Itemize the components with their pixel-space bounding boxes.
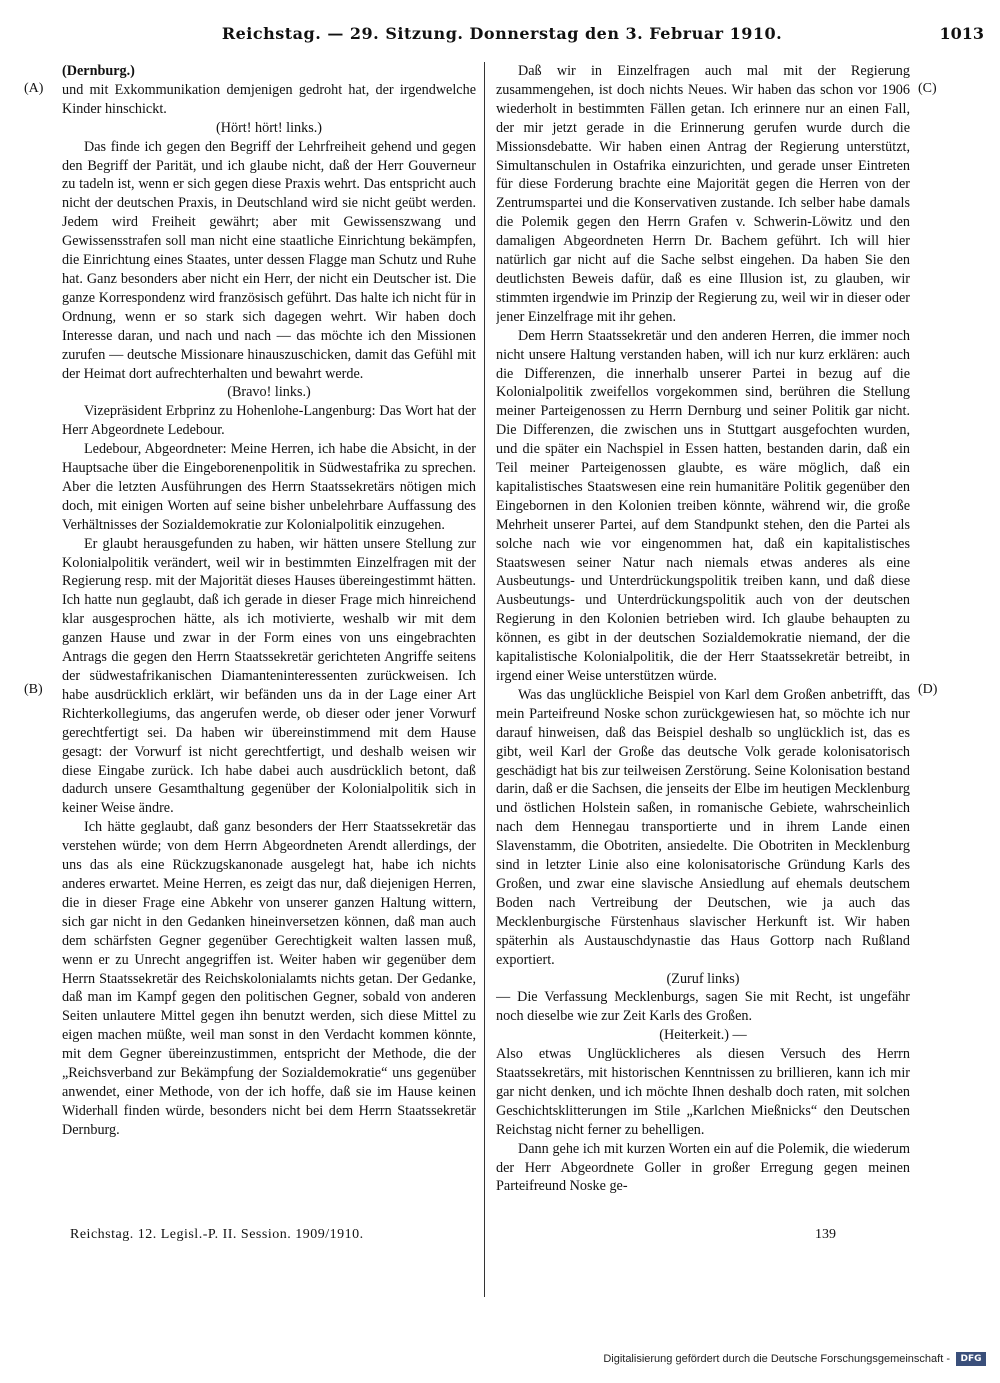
paragraph: Dem Herrn Staatssekretär und den anderen Herren, die immer noch nicht unsere Haltung verstanden haben, will ich nur kurz erklären: auch die Differenzen, die innerhalb unserer Partei in bezug auf die Kolonialpolitik zweifellos vorgekommen sind, berühren die Stellung meiner Parteigenossen zu Herrn Dernburg und seiner Politik gar nicht. Die Differenzen, die zwischen uns in Stuttgart ausgefochten wurden, und die später ein Nachspiel in Essen hatten, bestanden darin, daß ein Teil meiner Parteigenossen glaubte, es wäre möglich, daß ein kapitalistisches Staatswesen eine rein humanitäre Politik gegenüber den Eingebornen in den Kolonien treiben könnte, während wir, die große Mehrheit unserer Partei, auf dem Standpunkt stehen, den die Partei als solche nach wie vor eingenommen hat, daß ein kapitalistisches Staatswesen seiner Natur nach niemals etwas anderes als eine Ausbeutungs- und Unterdrückungspolitik treiben kann, und daß diese Ausbeutungs- und Unterdrückungspolitik auch von der deutschen Regierung in den Kolonien betrieben wird. Ich glaube behaupten zu können, es gibt in der deutschen Sozialdemokratie niemand, der die kapitalistische Kolonialpolitik, die der Herr Staatssekretär betreibt, in irgend einer Weise unterstützen würde. bbox=[496, 327, 910, 684]
speaker-header: (Dernburg.) bbox=[62, 63, 135, 79]
page-header bbox=[20, 16, 984, 56]
interjection: (Bravo! links.) bbox=[227, 384, 311, 401]
paragraph: und mit Exkommunikation demjenigen gedroht hat, der irgendwelche Kinder hinschickt. bbox=[62, 81, 476, 117]
page-number: 1013 bbox=[939, 24, 984, 43]
paragraph: — Die Verfassung Mecklenburgs, sagen Sie mit Recht, ist ungefähr noch dieselbe wie zur Zeit Karls des Großen. bbox=[496, 989, 910, 1025]
paragraph: Was das unglückliche Beispiel von Karl dem Großen anbetrifft, das mein Parteifreund Noske schon zurückgewiesen hat, so möchte ich nur darauf hinweisen, daß das Beispiel deshalb so unglücklich ist, das es gibt, weil Karl der Große das deutsche Volk gerade kolonisatorisch geschädigt hat bis zur teilweisen Zerstörung. Seine Kolonisation bestand darin, daß er die Sachsen, die jenseits der Elbe im heutigen Mecklenburg und östlichen Holstein saßen, in romanische Gebiete, wahrscheinlich nach dem Hennegau transportierte und in ihrem Lande einen Slavenstamm, die Obotriten, ansiedelte. Die Obotriten in Mecklenburg sind in letzter Linie also eine kolonisatorische Gründung Karls des Großen, und zwar eine slavische Ansiedlung auf ehemals deutschem Boden nach Vertreibung der Deutschen, wie ja auch das Mecklenburgische Fürstenhaus slavischer Herkunft ist. Wir haben späterhin als Austauschdynastie das Haus Gottorp nach Rußland exportiert. bbox=[496, 686, 910, 968]
footer-signature: 139 bbox=[815, 1227, 836, 1242]
dfg-logo-icon: DFG bbox=[956, 1352, 986, 1366]
left-column bbox=[62, 62, 476, 1262]
footer-session: Reichstag. 12. Legisl.-P. II. Session. 1909/1910. bbox=[70, 1227, 364, 1242]
margin-marker-b: (B) bbox=[24, 682, 43, 697]
right-column bbox=[496, 62, 910, 1262]
interjection: (Heiterkeit.) — bbox=[659, 1027, 747, 1044]
presiding-statement: Vizepräsident Erbprinz zu Hohenlohe-Langenburg: Das Wort hat der Herr Abgeordnete Ledebour. bbox=[62, 403, 476, 439]
margin-marker-d: (D) bbox=[918, 682, 938, 697]
paragraph: Ich hätte geglaubt, daß ganz besonders der Herr Staatssekretär das verstehen würde; von dem Herrn Abgeordneten Arendt allerdings, der uns das als eine Rückzugskanonade ausgelegt hat, habe ich nichts anderes erwartet. Meine Herren, es zeigt das nur, daß diejenigen Herren, die in dieser Frage eine Abkehr von unserer ganzen Haltung wittern, sich gar nicht in den Gedanken hineinversetzen können, daß man auch dem schärfsten Gegner gegenüber Gerechtigkeit walten lassen muß, wenn er zu Unrecht angegriffen ist. Weiter haben wir gegenüber dem Herrn Staatssekretär des Reichskolonialamts nichts getan. Der Gedanke, daß man im Kampf gegen den politischen Gegner, sobald von anderen Seiten unlautere Mittel gegen ihn benutzt werden, sich diese Mittel zu eigen machen müßte, weil man sonst in den Verdacht kommen könnte, mit dem Gegner übereinzustimmen, entspricht der Methode, die der „Reichsverband zur Bekämpfung der Sozialdemokratie“ uns gegenüber anwendet, einer Methode, von der ich hoffe, daß sie im Hause keinen Widerhall finden würde, besonders nicht bei dem Herrn Staatssekretär Dernburg. bbox=[62, 819, 476, 1138]
credit-text: Digitalisierung gefördert durch die Deutsche Forschungsgemeinschaft - bbox=[603, 1353, 950, 1365]
paragraph: Also etwas Unglücklicheres als diesen Versuch des Herrn Staatssekretärs, mit historischen Kenntnissen zu brillieren, kann ich mir gar nicht denken, und ich möchte Ihnen deshalb doch raten, mit solchen Geschichtsklitterungen im Stile „Karlchen Mießnicks“ den Deutschen Reichstag nicht ferner zu behelligen. bbox=[496, 1046, 910, 1138]
paragraph: Dann gehe ich mit kurzen Worten ein auf die Polemik, die wiederum der Herr Abgeordnete Goller in großer Erregung gegen meinen Parteifreund Noske ge- bbox=[496, 1140, 910, 1195]
paragraph: Daß wir in Einzelfragen auch mal mit der Regierung zusammengehen, ist doch nichts Neues. Wir haben das schon vor 1906 wiederholt in bestimmten Fällen getan. Ich erinnere nur an einen Fall, der mir jetzt gerade in die Erinnerung gerufen wurde durch die Missionsdebatte. Wir haben einen Antrag der Regierung unterstützt, Simultanschulen in Ostafrika einzurichten, und gerade unser Eintreten für diese Forderung brachte eine Majorität gegen die Herren von der Zentrumspartei und die Konservativen zustande. Ich selber habe damals die Polemik gegen den Herrn Grafen v. Schwerin-Löwitz und den damaligen Abgeordneten Herrn Dr. Bachem geführt. Ich will hier natürlich gar nicht auf die Sache selbst eingehen. Da haben Sie den deutlichsten Beweis dafür, daß es eine Illusion ist, zu glauben, wir stimmten irgendwie im Prinzip der Regierung zu, weil wir in dieser oder jener Einzelfrage mit ihr gehen. bbox=[496, 63, 910, 325]
paragraph: Das finde ich gegen den Begriff der Lehrfreiheit gehend und gegen den Begriff der Parität, und ich glaube nicht, daß der Herr Gouverneur zu tadeln ist, wenn er sich gegen diese Praxis wehrt. Das entspricht auch nicht der deutschen Praxis, in Deutschland wird sie nicht geübt werden. Jedem wird Freiheit gewährt; aber mit Gewissenszwang und Gewissensstrafen soll man nicht eine staatliche Einrichtung bekämpfen, die Einrichtung eines Staates, unter dessen Flagge man Schutz und Ruhe hat. Ganz besonders aber nicht ein Herr, der nicht ein Deutscher ist. Die ganze Korrespondenz wird französisch geführt. Das halte ich nicht für in Ordnung, wenn er so stark sich dagegen wehrt. Wir haben doch Interesse daran, und nach und nach — das möchte ich den Missionen zurufen — deutsche Missionare hinauszuschicken, damit das Gefühl mit der Heimat dort aufrechterhalten und bewahrt werde. bbox=[62, 138, 476, 382]
interjection: (Zuruf links) bbox=[666, 970, 740, 987]
page-title: Reichstag. — 29. Sitzung. Donnerstag den 3. Februar 1910. bbox=[221, 24, 783, 43]
margin-marker-a: (A) bbox=[24, 81, 44, 96]
paragraph: Er glaubt herausgefunden zu haben, wir hätten unsere Stellung zur Kolonialpolitik verändert, weil wir in bestimmten Einzelfragen mit der Regierung resp. mit der Majorität dieses Hauses übereingestimmt hätten. Ich hatte nun geglaubt, daß ich gerade in dieser Frage mich hinreichend klar ausgesprochen hätte, als ich motivierte, weshalb wir mit dem ganzen Hause und zwar in der Form eines von uns eingebrachten Antrags die gegen den Herrn Staatssekretär gerichteten Angriffe seitens der südwestafrikanischen Diamanteninteressenten zurückweisen. Ich habe ausdrücklich erklärt, wir befänden uns da in der Lage einer Art Richterkollegiums, das angerufen werde, ob dieser oder jener Vorwurf gerechtfertigt sei. Da haben wir übereinstimmend mit dem Hause gesagt: der Vorwurf ist nicht gerechtfertigt, und deshalb weisen wir diese Eingabe zurück. Ich habe dabei auch ausdrücklich betont, daß dadurch unsere Gesamthaltung gegenüber der Kolonialpolitik sich in keiner Weise ändre. bbox=[62, 535, 476, 817]
digitization-credit bbox=[603, 1352, 986, 1366]
column-divider bbox=[484, 62, 485, 1297]
margin-marker-c: (C) bbox=[918, 81, 937, 96]
speech-opening: Ledebour, Abgeordneter: Meine Herren, ich habe die Absicht, in der Hauptsache über die Eingeborenenpolitik in Südwestafrika zu sprechen. Aber die letzten Ausführungen des Herrn Staatssekretärs nötigen mich doch, mit einigen Worten auf seine bisher unbelehrbare Auffassung des Verhältnisses der Sozialdemokratie zur Kolonialpolitik einzugehen. bbox=[62, 441, 476, 533]
interjection: (Hört! hört! links.) bbox=[216, 119, 322, 136]
